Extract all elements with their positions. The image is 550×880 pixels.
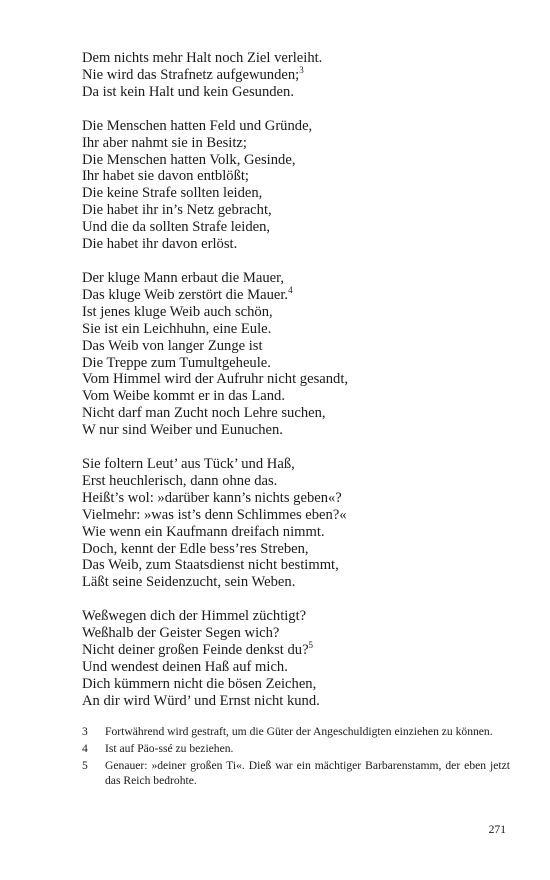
footnote-ref: 4 [288, 285, 293, 296]
footnote [82, 741, 510, 756]
stanza-3 [82, 270, 522, 439]
footnote-ref: 3 [299, 65, 304, 76]
poem-line: Ist jenes kluge Weib auch schön, [82, 303, 273, 320]
poem-line: Ihr aber nahmt sie in Besitz; [82, 134, 247, 151]
page-number: 271 [488, 823, 506, 836]
poem-line: Vom Weibe kommt er in das Land. [82, 388, 285, 405]
poem-line: An dir wird Würd’ und Ernst nicht kund. [82, 692, 320, 709]
footnote-number: 5 [82, 759, 88, 772]
footnote-ref: 5 [308, 640, 314, 651]
poem-line: Doch, kennt der Edle bess’res Streben, [82, 540, 309, 557]
footnote-text: Fortwährend wird gestraft, um die Güter der Angeschuldigten einziehen zu können. [105, 725, 493, 738]
poem-line: Der kluge Mann erbaut die Mauer, [82, 269, 285, 286]
poem-line: Die keine Strafe sollten leiden, [82, 185, 263, 202]
footnote [82, 724, 510, 739]
stanza-5 [82, 608, 522, 709]
poem-line: Das Weib von langer Zunge ist [82, 337, 263, 354]
poem-line: Das kluge Weib zerstört die Mauer.$^4$ [82, 285, 293, 303]
stanza-4 [82, 456, 522, 591]
poem-line: Sie ist ein Leichhuhn, eine Eule. [82, 320, 272, 337]
poem-line: Weßwegen dich der Himmel züchtigt? [82, 608, 307, 625]
footnote-number: 4 [82, 742, 88, 755]
footnote-text: Genauer: »deiner großen Ti«. Dieß war ein mächtiger Barbarenstamm, der eben jetzt das Reich bedrohte. [105, 759, 510, 787]
poem-line: Vielmehr: »was ist’s denn Schlimmes eben?« [82, 506, 347, 523]
footnote-number: 3 [82, 725, 88, 738]
poem-line: Das Weib, zum Staatsdienst nicht bestimmt, [82, 557, 339, 574]
poem-line: Nicht darf man Zucht noch Lehre suchen, [82, 405, 326, 422]
poem-line: Dich kümmern nicht die bösen Zeichen, [82, 675, 317, 692]
poem-line: Die Treppe zum Tumultgeheule. [82, 354, 271, 371]
stanza-2 [82, 118, 522, 253]
poem-line: Heißt’s wol: »darüber kann’s nichts geben«? [82, 489, 342, 506]
poem-line: Nicht deiner großen Feinde denkst du?$^5$ [82, 640, 314, 659]
poem-line: Die Menschen hatten Feld und Gründe, [82, 117, 313, 134]
poem-line: Die habet ihr davon erlöst. [82, 236, 238, 253]
poem-line: Erst heuchlerisch, dann ohne das. [82, 472, 278, 489]
stanza-1 [82, 50, 522, 101]
poem-line: Weßhalb der Geister Segen wich? [82, 625, 280, 642]
poem-line: W nur sind Weiber und Eunuchen. [82, 422, 283, 439]
poem-line: Und die da sollten Strafe leiden, [82, 219, 271, 236]
footnote-text: Ist auf Päo-ssé zu beziehen. [105, 742, 234, 755]
poem-line: Die Menschen hatten Volk, Gesinde, [82, 151, 296, 168]
poem-line: Wie wenn ein Kaufmann dreifach nimmt. [82, 523, 325, 540]
footnote [82, 758, 510, 788]
poem-line: Da ist kein Halt und kein Gesunden. [82, 83, 294, 100]
poem-line: Und wendest deinen Haß auf mich. [82, 659, 288, 675]
poem-line: Die habet ihr in’s Netz gebracht, [82, 202, 272, 219]
poem-line: Sie foltern Leut’ aus Tück’ und Haß, [82, 456, 295, 473]
footnotes [82, 724, 510, 790]
poem-line: Läßt seine Seidenzucht, sein Weben. [82, 574, 296, 591]
poem-body [82, 50, 522, 727]
poem-line: Vom Himmel wird der Aufruhr nicht gesandt, [82, 371, 349, 388]
poem-line: Nie wird das Strafnetz aufgewunden;$^3$ [82, 65, 304, 83]
poem-line: Dem nichts mehr Halt noch Ziel verleiht. [82, 50, 323, 66]
poem-line: Ihr habet sie davon entblößt; [82, 168, 249, 185]
